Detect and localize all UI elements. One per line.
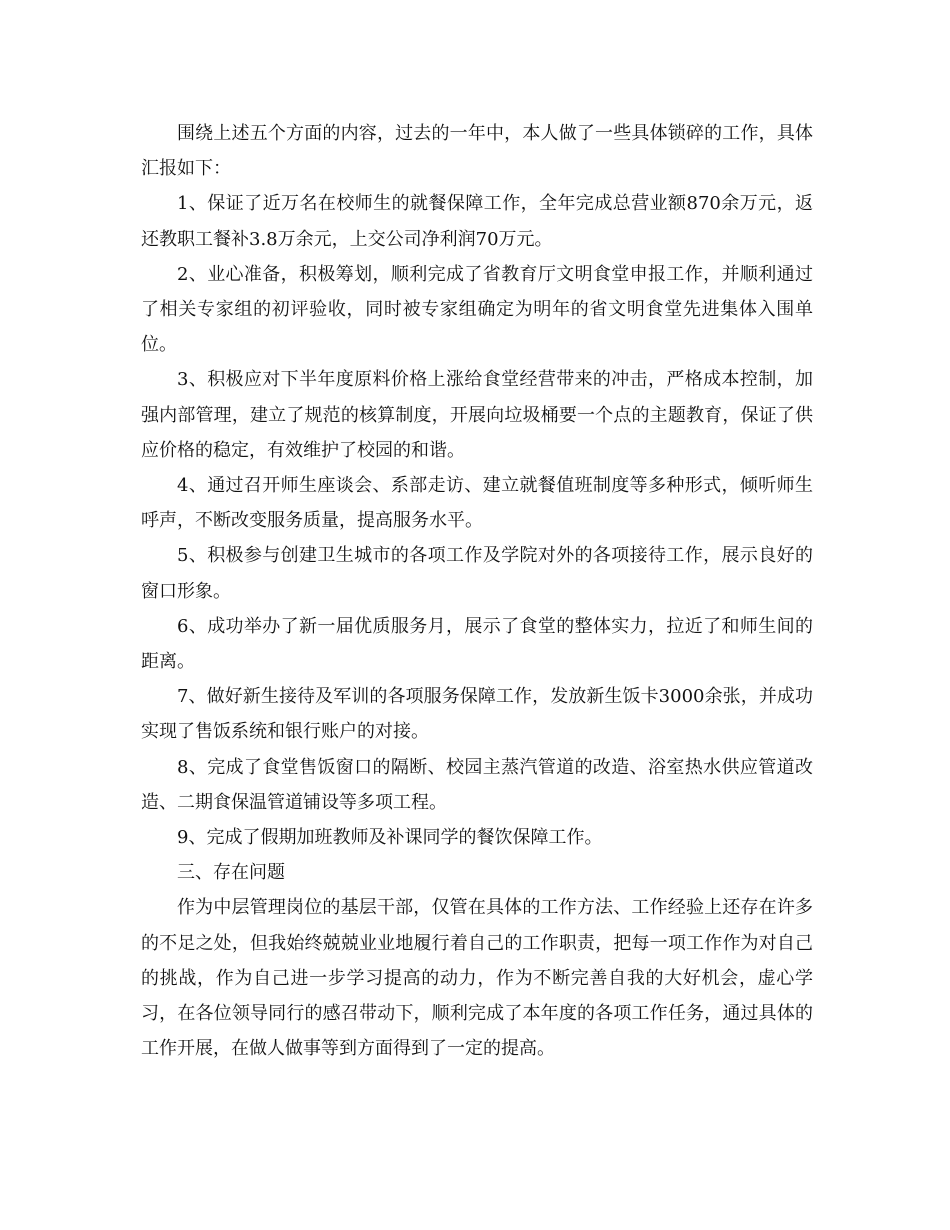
paragraph-item-6: 6、成功举办了新一届优质服务月，展示了食堂的整体实力，拉近了和师生间的距离。 bbox=[141, 615, 813, 673]
paragraph-item-4: 4、通过召开师生座谈会、系部走访、建立就餐值班制度等多种形式，倾听师生呼声，不断改变服务质量，提高服务水平。 bbox=[141, 475, 813, 532]
paragraph-item-2: 2、业心准备，积极筹划，顺利完成了省教育厅文明食堂申报工作，并顺利通过了相关专家组的初评验收，同时被专家组确定为明年的省文明食堂先进集体入围单位。 bbox=[141, 263, 813, 356]
paragraph-item-8: 8、完成了食堂售饭窗口的隔断、校园主蒸汽管道的改造、浴室热水供应管道改造、二期食保温管道铺设等多项工程。 bbox=[141, 756, 813, 813]
paragraph-item-3: 3、积极应对下半年度原料价格上涨给食堂经营带来的冲击，严格成本控制，加强内部管理，建立了规范的核算制度，开展向垃圾桶要一个点的主题教育，保证了供应价格的稳定，有效维护了校园的和谐。 bbox=[141, 369, 813, 461]
document-body bbox=[141, 116, 813, 1066]
paragraph-item-7: 7、做好新生接待及军训的各项服务保障工作，发放新生饭卡3000余张，并成功实现了售饭系统和银行账户的对接。 bbox=[141, 686, 813, 743]
section-heading-issues: 三、存在问题 bbox=[177, 862, 285, 884]
paragraph-issues-body: 作为中层管理岗位的基层干部，仅管在具体的工作方法、工作经验上还存在许多的不足之处，但我始终兢兢业业地履行着自己的工作职责，把每一项工作作为对自己的挑战，作为自己进一步学习提高的动力，作为不断完善自我的大好机会，虚心学习，在各位领导同行的感召带动下，顺利完成了本年度的各项工作任务，通过具体的工作开展，在做人做事等到方面得到了一定的提高。 bbox=[141, 897, 813, 1060]
paragraph-item-5: 5、积极参与创建卫生城市的各项工作及学院对外的各项接待工作，展示良好的窗口形象。 bbox=[141, 545, 813, 602]
paragraph-item-1: 1、保证了近万名在校师生的就餐保障工作，全年完成总营业额870余万元，返还教职工餐补3.8万余元，上交公司净利润70万元。 bbox=[141, 193, 813, 250]
paragraph-intro: 围绕上述五个方面的内容，过去的一年中，本人做了一些具体锁碎的工作，具体汇报如下： bbox=[141, 123, 813, 180]
paragraph-item-9: 9、完成了假期加班教师及补课同学的餐饮保障工作。 bbox=[177, 827, 603, 849]
